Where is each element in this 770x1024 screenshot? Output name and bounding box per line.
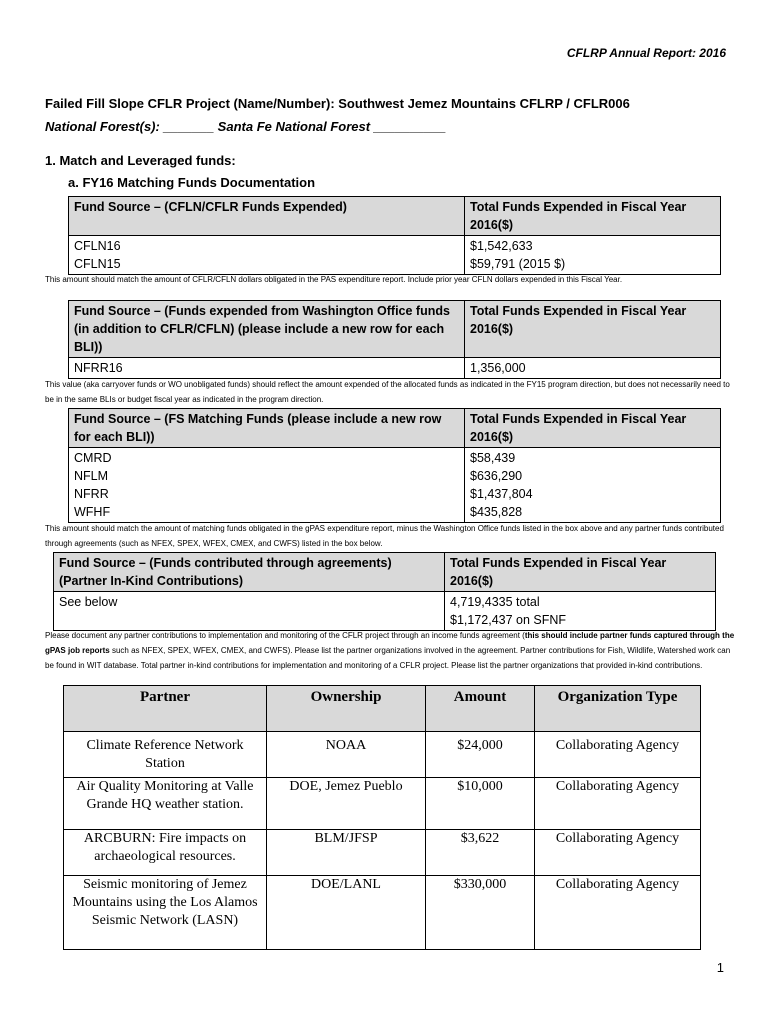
table-note: This amount should match the amount of CFLR/CFLN dollars obligated in the PAS expenditure report. Include prior year CFLN dollars expended in this Fiscal Year. bbox=[45, 275, 623, 284]
partner-amount: $10,000 bbox=[426, 778, 535, 830]
partner-type: Collaborating Agency bbox=[535, 732, 701, 778]
partner-amount: $330,000 bbox=[426, 876, 535, 950]
column-header: Fund Source – (FS Matching Funds (please include a new row for each BLI)) bbox=[69, 409, 465, 448]
table-header-row bbox=[69, 197, 721, 236]
fund-source: CFLN15 bbox=[74, 257, 121, 271]
partner-amount: $24,000 bbox=[426, 732, 535, 778]
partner-ownership: DOE/LANL bbox=[267, 876, 426, 950]
project-name-line: Failed Fill Slope CFLR Project (Name/Number): Southwest Jemez Mountains CFLRP / CFLR006 bbox=[45, 96, 630, 111]
column-header: Total Funds Expended in Fiscal Year 2016($) bbox=[445, 553, 716, 592]
fund-amount: $1,542,633 bbox=[470, 239, 533, 253]
table-row bbox=[69, 236, 721, 275]
report-header: CFLRP Annual Report: 2016 bbox=[566, 46, 726, 60]
wo-funds-table bbox=[68, 300, 721, 379]
table-note: Please document any partner contributions to implementation and monitoring of the CFLR project through an income funds agreement (this should include partner funds captured through the gPAS job reports such as NFEX, SPEX, WFEX, CMEX, and CWFS). Please list the partner organizations involved in the agreement. Partner contributions for Fish, Wildlife, Watershed work can be found in WIT database. Total partner in-kind contributions for implementation and monitoring of a CFLR project. Please list the partner organizations that provided in-kind contributions. bbox=[45, 631, 735, 670]
table-header-row bbox=[64, 686, 701, 732]
column-header: Amount bbox=[426, 686, 535, 732]
column-header: Ownership bbox=[267, 686, 426, 732]
national-forest-line: National Forest(s): _______ Santa Fe National Forest __________ bbox=[45, 119, 447, 134]
cflr-funds-table bbox=[68, 196, 721, 275]
fund-sources: CMRD NFLM NFRR WFHF bbox=[69, 448, 465, 523]
fund-amounts: $58,439 $636,290 $1,437,804 $435,828 bbox=[465, 448, 721, 523]
fund-amount: $59,791 (2015 $) bbox=[470, 257, 566, 271]
column-header: Partner bbox=[64, 686, 267, 732]
table-header-row bbox=[69, 409, 721, 448]
table-header-row bbox=[54, 553, 716, 592]
partner-ownership: NOAA bbox=[267, 732, 426, 778]
partner-name: Air Quality Monitoring at Valle Grande HQ weather station. bbox=[64, 778, 267, 830]
column-header: Fund Source – (Funds contributed through agreements) (Partner In-Kind Contributions) bbox=[54, 553, 445, 592]
partner-name: ARCBURN: Fire impacts on archaeological resources. bbox=[64, 830, 267, 876]
section-subheading: a. FY16 Matching Funds Documentation bbox=[68, 175, 316, 190]
table-row bbox=[64, 732, 701, 778]
page-number: 1 bbox=[716, 960, 724, 975]
table-row bbox=[69, 358, 721, 379]
partner-name: Climate Reference Network Station bbox=[64, 732, 267, 778]
fund-source: NFRR16 bbox=[69, 358, 465, 379]
table-row bbox=[69, 448, 721, 523]
section-heading: 1. Match and Leveraged funds: bbox=[45, 153, 236, 168]
table-row bbox=[64, 830, 701, 876]
partner-type: Collaborating Agency bbox=[535, 830, 701, 876]
fund-source: CFLN16 bbox=[74, 239, 121, 253]
partner-name: Seismic monitoring of Jemez Mountains using the Los Alamos Seismic Network (LASN) bbox=[64, 876, 267, 950]
table-row bbox=[54, 592, 716, 631]
partner-type: Collaborating Agency bbox=[535, 778, 701, 830]
table-row bbox=[64, 876, 701, 950]
fund-amount-total: 4,719,4335 total bbox=[450, 595, 540, 609]
table-header-row bbox=[69, 301, 721, 358]
column-header: Total Funds Expended in Fiscal Year 2016($) bbox=[465, 301, 721, 358]
fund-source: See below bbox=[54, 592, 445, 631]
column-header: Organization Type bbox=[535, 686, 701, 732]
column-header: Fund Source – (CFLN/CFLR Funds Expended) bbox=[69, 197, 465, 236]
fs-matching-table bbox=[68, 408, 721, 523]
partner-ownership: DOE, Jemez Pueblo bbox=[267, 778, 426, 830]
column-header: Total Funds Expended in Fiscal Year 2016($) bbox=[465, 197, 721, 236]
table-note: This amount should match the amount of matching funds obligated in the gPAS expenditure report, minus the Washington Office funds listed in the box above and any partner funds contributed through agreements (such as NFEX, SPEX, WFEX, CMEX, and CWFS) listed in the box below. bbox=[45, 524, 724, 548]
table-row bbox=[64, 778, 701, 830]
fund-amount-sfnf: $1,172,437 on SFNF bbox=[450, 613, 567, 627]
partner-table bbox=[63, 685, 701, 950]
partner-type: Collaborating Agency bbox=[535, 876, 701, 950]
column-header: Fund Source – (Funds expended from Washington Office funds (in addition to CFLR/CFLN) (please include a new row for each BLI)) bbox=[69, 301, 465, 358]
partner-ownership: BLM/JFSP bbox=[267, 830, 426, 876]
fund-amount: 1,356,000 bbox=[465, 358, 721, 379]
partner-amount: $3,622 bbox=[426, 830, 535, 876]
agreement-funds-table bbox=[53, 552, 716, 631]
table-note: This value (aka carryover funds or WO unobligated funds) should reflect the amount expended of the allocated funds as indicated in the FY15 program direction, but does not necessarily need to be in the same BLIs or budget fiscal year as indicated in the program direction. bbox=[45, 380, 730, 404]
column-header: Total Funds Expended in Fiscal Year 2016($) bbox=[465, 409, 721, 448]
